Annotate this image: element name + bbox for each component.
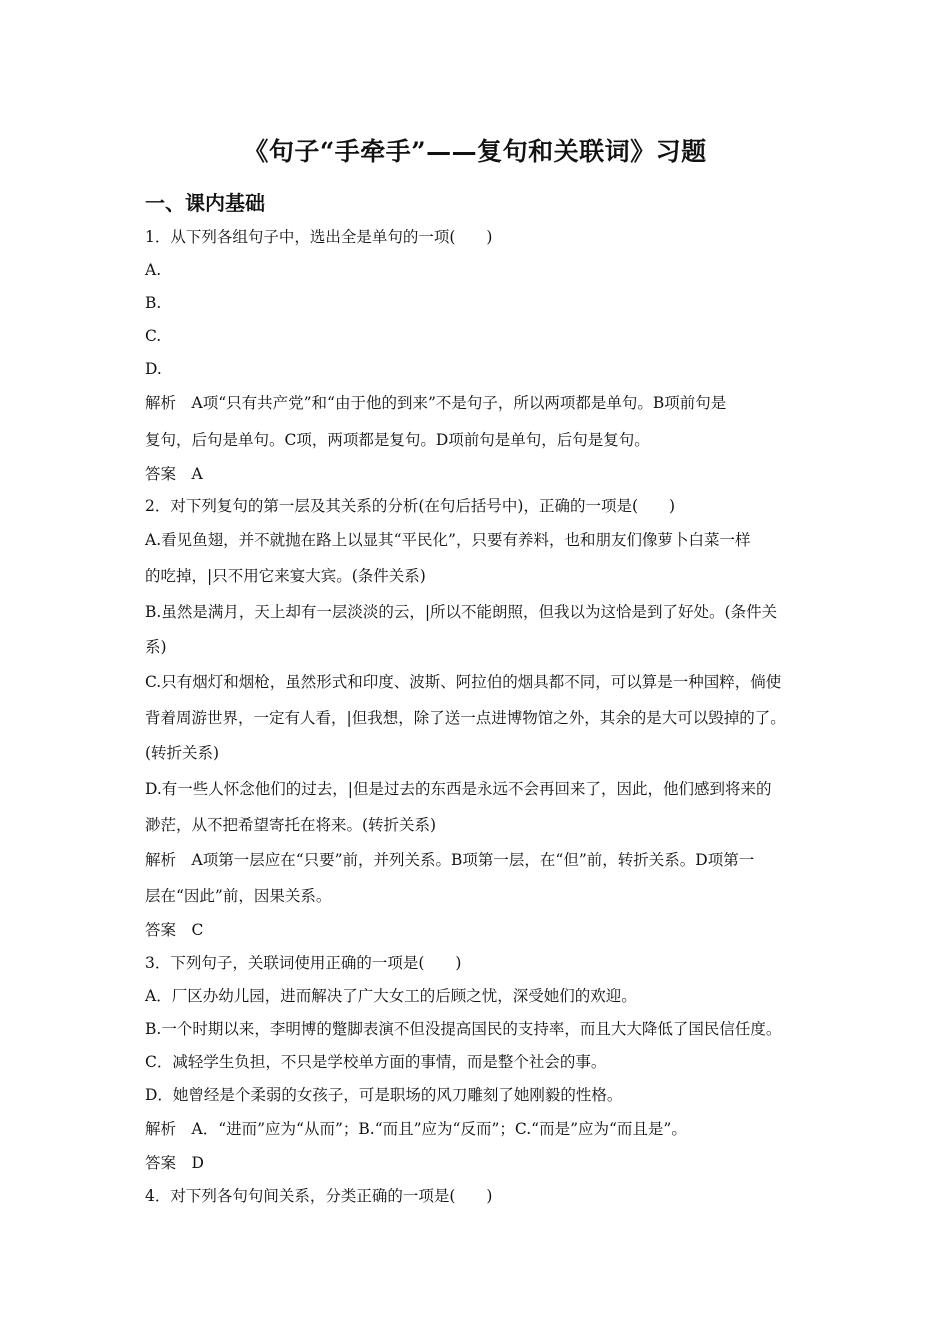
question-1-option-b: B. — [145, 294, 162, 312]
question-2-option-c-line-3: (转折关系) — [145, 744, 220, 762]
question-2-option-b-line-2: 系) — [145, 638, 167, 656]
question-2-analysis-line-2: 层在“因此”前，因果关系。 — [145, 887, 332, 905]
question-2-stem: 2．对下列复句的第一层及其关系的分析(在句后括号中)，正确的一项是( ) — [145, 497, 676, 515]
question-1-stem: 1．从下列各组句子中，选出全是单句的一项( ) — [145, 228, 493, 246]
question-4-stem: 4．对下列各句句间关系，分类正确的一项是( ) — [145, 1187, 493, 1205]
page-title: 《句子“手牵手”——复句和关联词》习题 — [243, 137, 707, 166]
question-2-analysis-line-1: 解析 A项第一层应在“只要”前，并列关系。B项第一层，在“但”前，转折关系。D项第一 — [145, 851, 755, 869]
question-3-option-d: D．她曾经是个柔弱的女孩子，可是职场的风刀雕刻了她刚毅的性格。 — [145, 1086, 623, 1104]
section-heading: 一、课内基础 — [145, 191, 265, 215]
question-2-option-d-line-2: 渺茫，从不把希望寄托在将来。(转折关系) — [145, 816, 437, 834]
question-1-option-d: D. — [145, 360, 162, 378]
question-3-option-b: B.一个时期以来，李明博的蹩脚表演不但没提高国民的支持率，而且大大降低了国民信任度。 — [145, 1020, 782, 1038]
question-1-answer: 答案 A — [145, 465, 203, 483]
question-1-option-c: C. — [145, 327, 162, 345]
question-3-option-c: C．减轻学生负担，不只是学校单方面的事情，而是整个社会的事。 — [145, 1053, 607, 1071]
question-2-option-a-line-2: 的吃掉，|只不用它来宴大宾。(条件关系) — [145, 567, 426, 585]
question-1-analysis-line-1: 解析 A项“只有共产党”和“由于他的到来”不是句子，所以两项都是单句。B项前句是 — [145, 394, 727, 412]
question-2-option-c-line-1: C.只有烟灯和烟枪，虽然形式和印度、波斯、阿拉伯的烟具都不同，可以算是一种国粹，倘使 — [145, 673, 782, 691]
question-1-option-a: A. — [145, 261, 162, 279]
question-2-option-c-line-2: 背着周游世界，一定有人看，|但我想，除了送一点进博物馆之外，其余的是大可以毁掉的了。 — [145, 709, 786, 727]
question-3-stem: 3．下列句子，关联词使用正确的一项是( ) — [145, 954, 462, 972]
question-3-answer: 答案 D — [145, 1154, 204, 1172]
question-2-option-b-line-1: B.虽然是满月，天上却有一层淡淡的云，|所以不能朗照，但我以为这恰是到了好处。(条件关 — [145, 603, 778, 621]
question-3-option-a: A．厂区办幼儿园，进而解决了广大女工的后顾之忧，深受她们的欢迎。 — [145, 987, 637, 1005]
question-1-analysis-line-2: 复句，后句是单句。C项，两项都是复句。D项前句是单句，后句是复句。 — [145, 431, 650, 449]
question-2-option-a-line-1: A.看见鱼翅，并不就抛在路上以显其“平民化”，只要有养料，也和朋友们像萝卜白菜一样 — [145, 531, 751, 549]
question-2-answer: 答案 C — [145, 921, 204, 939]
question-3-analysis: 解析 A．“进而”应为“从而”；B.“而且”应为“反而”；C.“而是”应为“而且是”。 — [145, 1120, 687, 1138]
question-2-option-d-line-1: D.有一些人怀念他们的过去，|但是过去的东西是永远不会再回来了，因此，他们感到将来的 — [145, 780, 772, 798]
